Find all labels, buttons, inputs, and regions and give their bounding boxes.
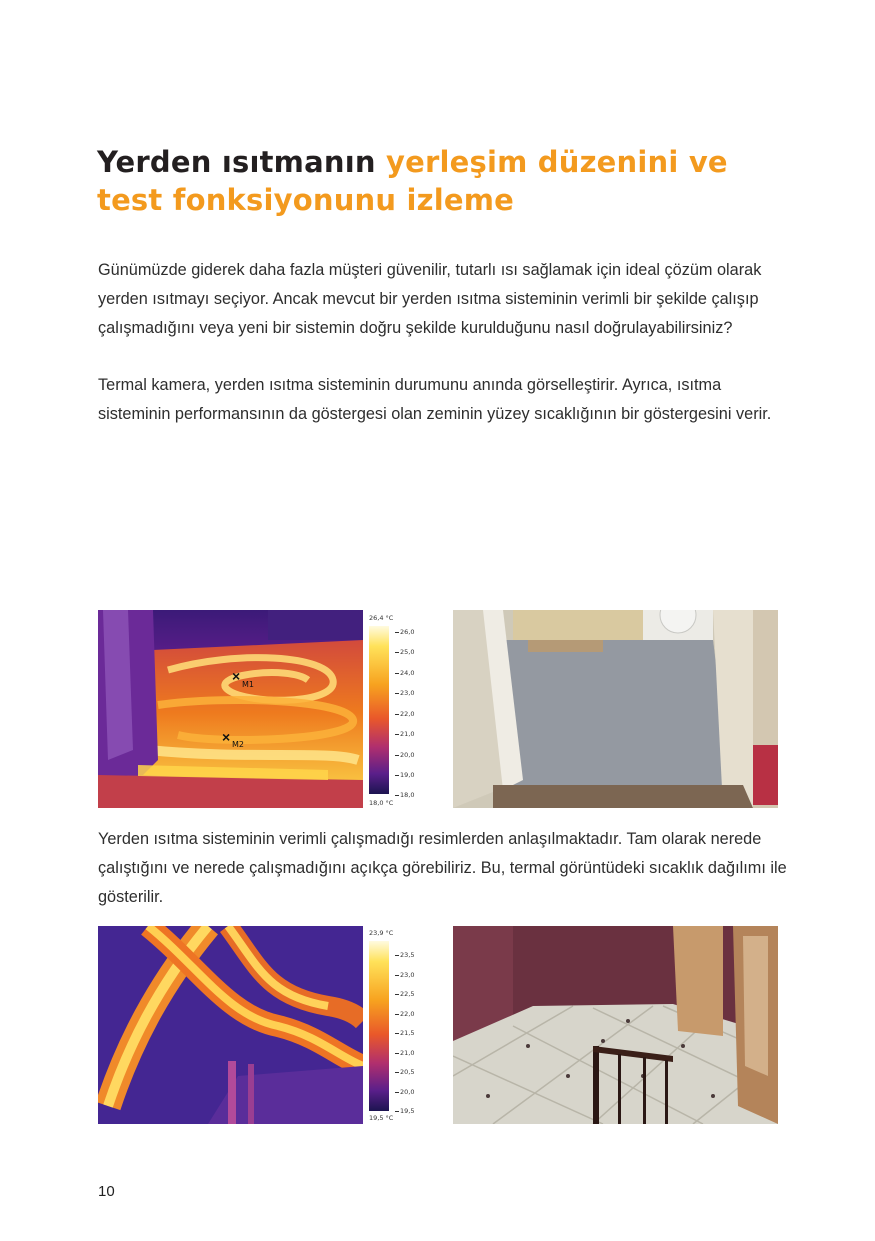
thermal-image-1	[98, 610, 363, 808]
scale-2-tick: 19,5	[400, 1107, 415, 1115]
thermal-image-2-graphic	[98, 926, 363, 1124]
scale-2-tick: 20,5	[400, 1068, 415, 1076]
scale-1-tick: 23,0	[400, 689, 415, 697]
thermal-image-2	[98, 926, 363, 1124]
scale-1-tick: 21,0	[400, 730, 415, 738]
scale-2-gradient	[369, 941, 389, 1111]
scale-2-tick: 22,0	[400, 1010, 415, 1018]
marker-m2-label: M2	[232, 740, 244, 749]
scale-1-tick: 26,0	[400, 628, 415, 636]
scale-2-tick: 23,5	[400, 951, 415, 959]
scale-2-tick: 23,0	[400, 971, 415, 979]
scale-2-tick: 21,5	[400, 1029, 415, 1037]
scale-2-tick: 22,5	[400, 990, 415, 998]
temperature-scale-2	[363, 926, 421, 1124]
scale-1-tick: 20,0	[400, 751, 415, 759]
thermal-image-1-graphic	[98, 610, 363, 808]
title-part-accent: yerleşim düzenini ve	[386, 145, 728, 179]
caption-paragraph: Yerden ısıtma sisteminin verimli çalışmadığı resimlerden anlaşılmaktadır. Tam olarak nerede çalıştığını ve nerede çalışmadığını açıkça görebiliriz. Bu, termal görüntüdeki sıcaklık dağılımı ile gösterilir.	[98, 830, 787, 906]
scale-1-tick: 24,0	[400, 669, 415, 677]
page-number: 10	[98, 1183, 115, 1200]
scale-2-tick: 20,0	[400, 1088, 415, 1096]
scale-2-tick: 21,0	[400, 1049, 415, 1057]
scale-1-tick: 25,0	[400, 648, 415, 656]
page-title	[97, 143, 797, 219]
room-photo-2-graphic	[453, 926, 778, 1124]
marker-m2-icon: ×	[222, 729, 231, 745]
temperature-scale-1	[363, 610, 421, 808]
room-photo-1-graphic	[453, 610, 778, 808]
scale-1-tick: 19,0	[400, 771, 415, 779]
scale-1-min: 18,0 °C	[369, 799, 394, 807]
room-photo-2	[453, 926, 778, 1124]
scale-1-tick: 22,0	[400, 710, 415, 718]
title-part-accent-line2: test fonksiyonunu izleme	[97, 183, 515, 217]
scale-2-min: 19,5 °C	[369, 1114, 394, 1122]
scale-2-max: 23,9 °C	[369, 929, 394, 937]
intro-paragraph-2: Termal kamera, yerden ısıtma sisteminin durumunu anında görselleştirir. Ayrıca, ısıtma sisteminin performansının da göstergesi olan zeminin yüzey sıcaklığının bir göstergesini verir.	[98, 376, 772, 423]
room-photo-1	[453, 610, 778, 808]
title-part-dark: Yerden ısıtmanın	[97, 145, 376, 179]
intro-paragraph: Günümüzde giderek daha fazla müşteri güvenilir, tutarlı ısı sağlamak için ideal çözüm olarak yerden ısıtmayı seçiyor. Ancak mevcut bir yerden ısıtma sisteminin verimli bir şekilde çalışıp çalışmadığını veya yeni bir sistemin doğru şekilde kurulduğunu nasıl doğrulayabilirsiniz?	[98, 261, 762, 337]
scale-1-gradient	[369, 626, 389, 794]
scale-1-max: 26,4 °C	[369, 614, 394, 622]
marker-m1-label: M1	[242, 680, 254, 689]
scale-1-tick: 18,0	[400, 791, 415, 799]
marker-m1-icon: ×	[232, 668, 241, 684]
